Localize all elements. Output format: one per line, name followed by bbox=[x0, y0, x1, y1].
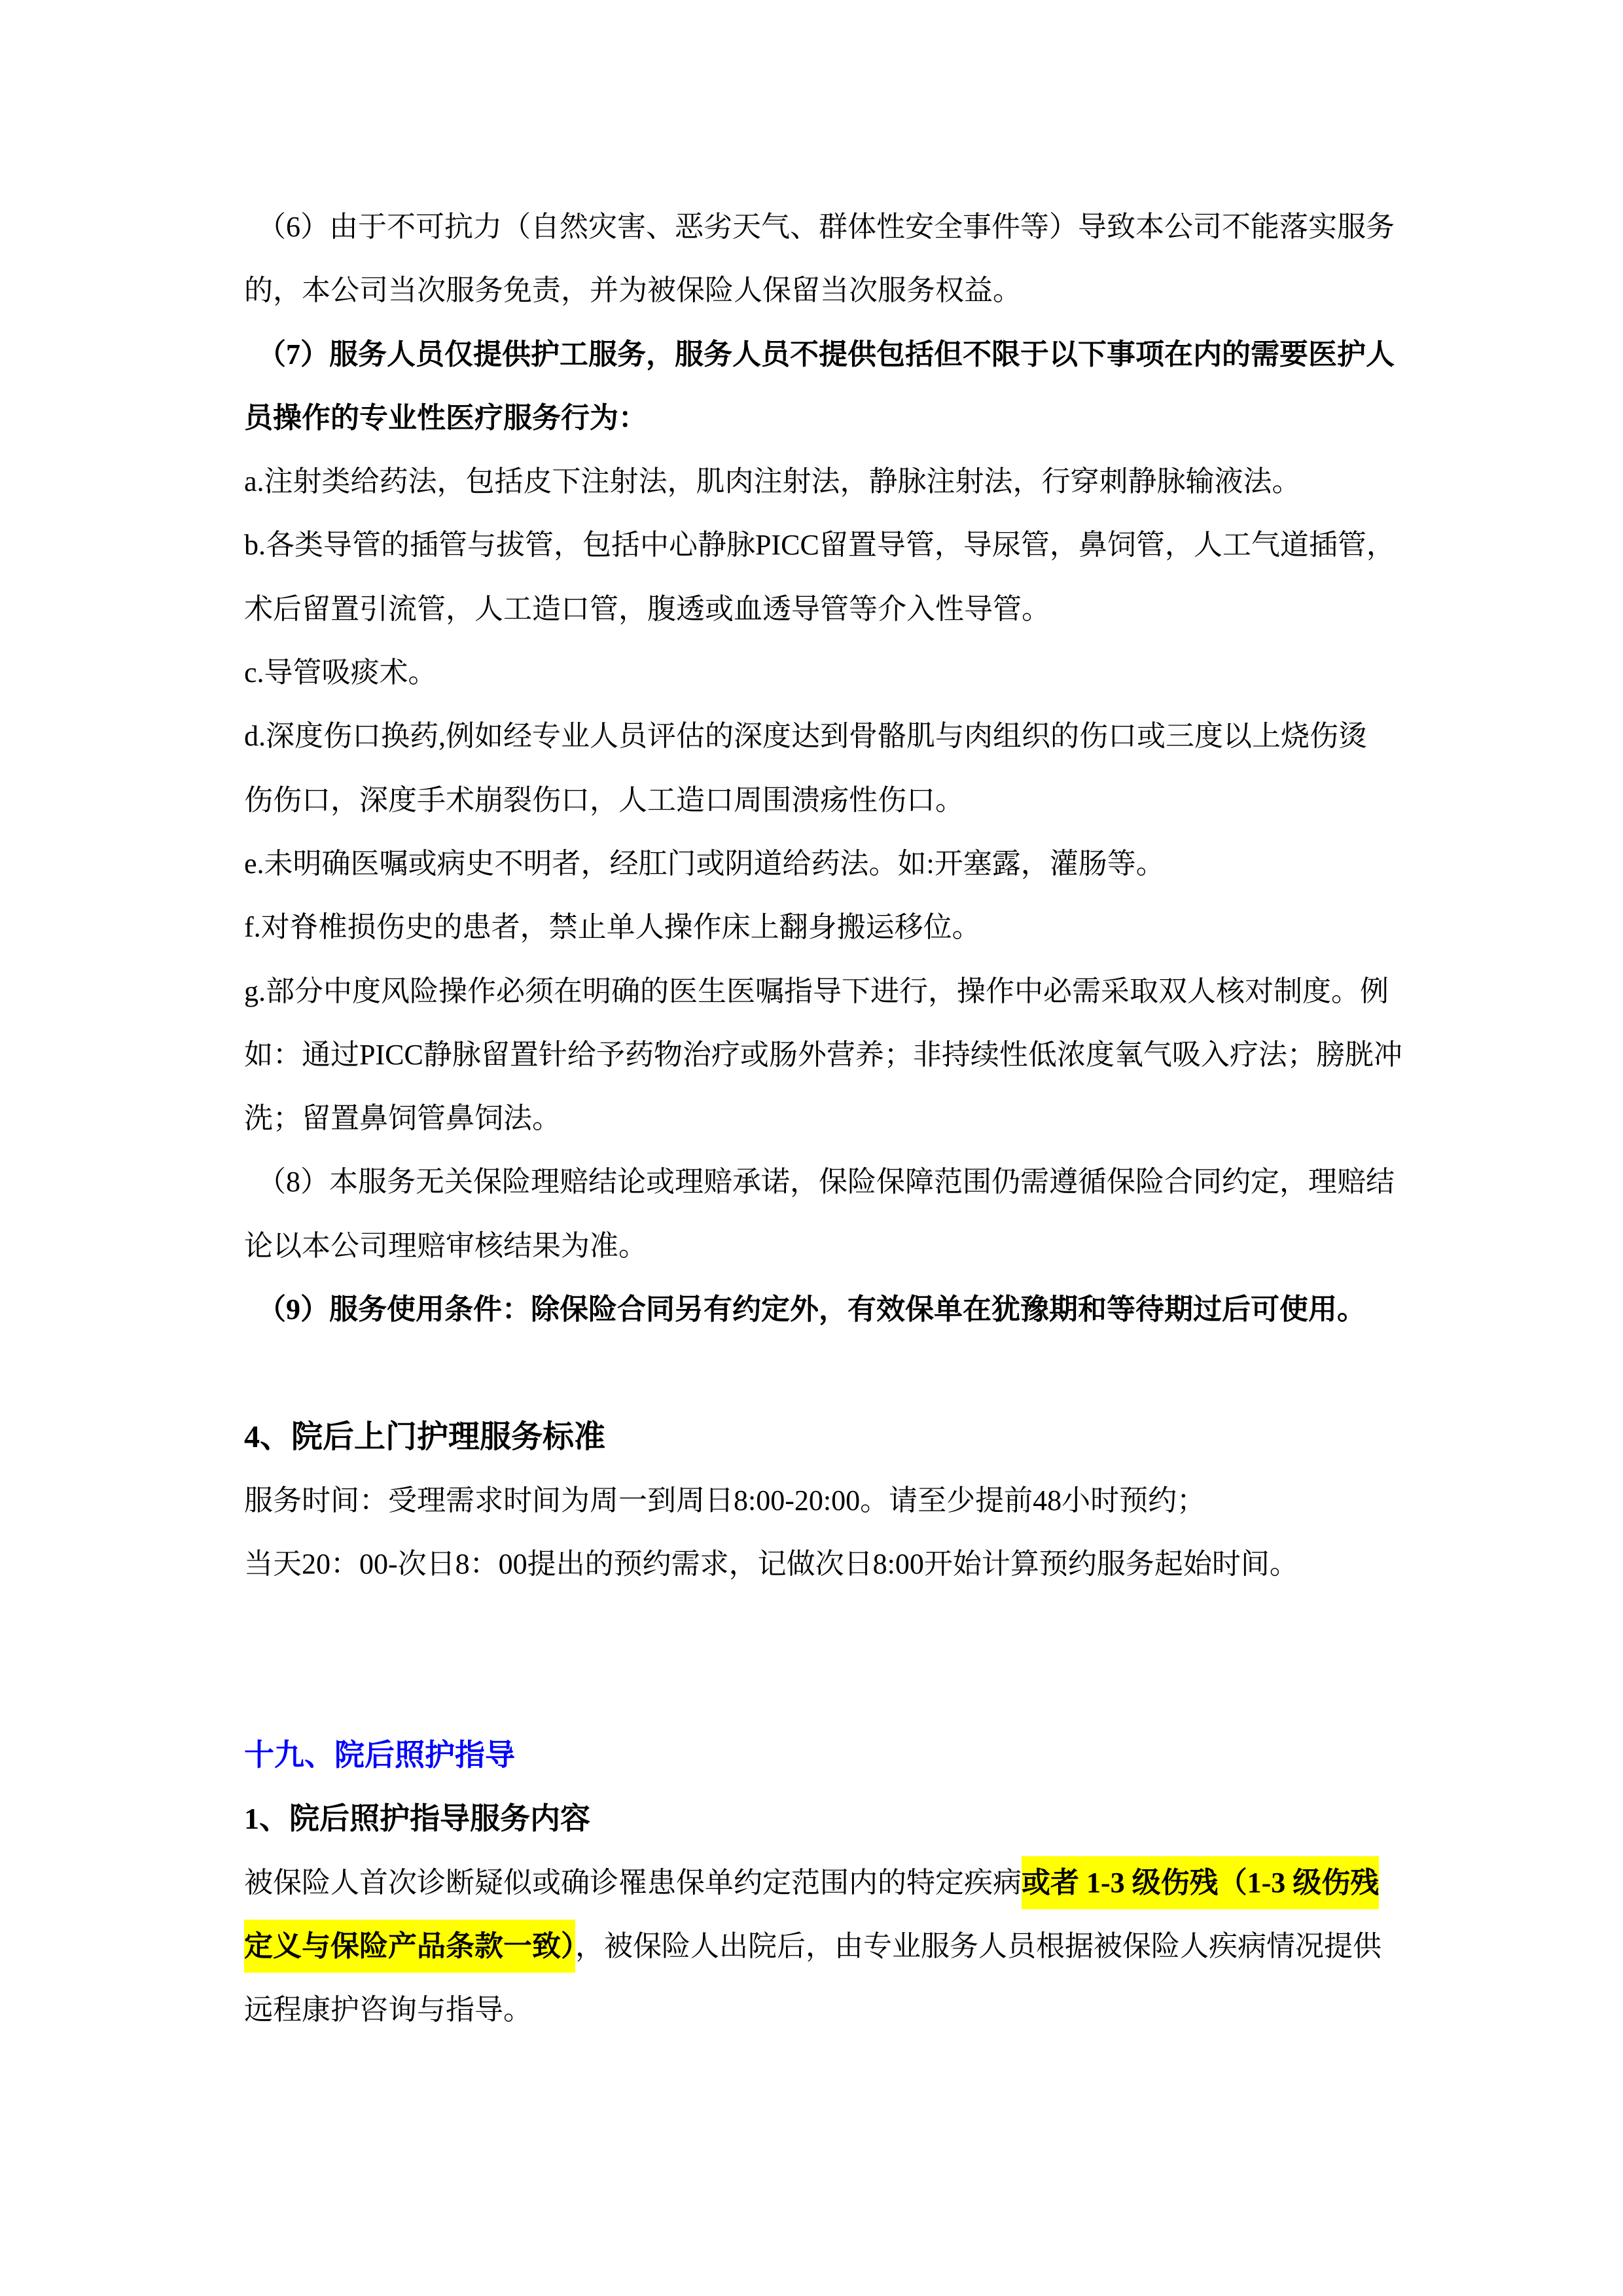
item-d-line-2: 伤伤口，深度手术崩裂伤口，人工造口周围溃疡性伤口。 bbox=[244, 783, 964, 816]
section-19-sub-1-title: 1、院后照护指导服务内容 bbox=[244, 1802, 590, 1836]
spacer-line bbox=[244, 1596, 1379, 1660]
item-b-line-2: 术后留置引流管，人工造口管，腹透或血透导管等介入性导管。 bbox=[244, 592, 1050, 625]
item-g-line-2: 如：通过PICC静脉留置针给予药物治疗或肠外营养；非持续性低浓度氧气吸入疗法；膀胱冲 bbox=[244, 1038, 1402, 1071]
para-text-normal: ，被保险人出院后，由专业服务人员根据被保险人疾病情况提供 bbox=[575, 1930, 1382, 1963]
item-d-line-1: d.深度伤口换药,例如经专业人员评估的深度达到骨骼肌与肉组织的伤口或三度以上烧伤烫 bbox=[244, 720, 1367, 753]
item-f: f.对脊椎损伤史的患者，禁止单人操作床上翻身搬运移位。 bbox=[244, 911, 981, 944]
section-4-service-time-line-2: 当天20：00-次日8：00提出的预约需求，记做次日8:00开始计算预约服务起始时间。 bbox=[244, 1548, 1298, 1581]
highlighted-text: 或者 1-3 级伤残（1-3 级伤残 bbox=[1022, 1856, 1379, 1909]
clause-7-line-1: （7）服务人员仅提供护工服务，服务人员不提供包括但不限于以下事项在内的需要医护人 bbox=[257, 338, 1395, 370]
clause-6-line-2: 的，本公司当次服务免责，并为被保险人保留当次服务权益。 bbox=[244, 274, 1022, 307]
item-b-line-1: b.各类导管的插管与拔管，包括中心静脉PICC留置导管，导尿管，鼻饲管，人工气道插管， bbox=[244, 529, 1395, 562]
clause-7-line-2: 员操作的专业性医疗服务行为： bbox=[244, 401, 647, 434]
spacer-line bbox=[244, 1341, 1379, 1405]
document-content bbox=[244, 195, 1402, 2042]
item-g-line-3: 洗；留置鼻饲管鼻饲法。 bbox=[244, 1102, 561, 1135]
section-4-service-time-line-1: 服务时间：受理需求时间为周一到周日8:00-20:00。请至少提前48小时预约； bbox=[244, 1484, 1206, 1516]
highlighted-text: 定义与保险产品条款一致） bbox=[244, 1920, 575, 1973]
section-19-title: 十九、院后照护指导 bbox=[244, 1738, 515, 1772]
clause-6-line-1: （6）由于不可抗力（自然灾害、恶劣天气、群体性安全事件等）导致本公司不能落实服务 bbox=[257, 211, 1395, 243]
item-a: a.注射类给药法，包括皮下注射法，肌肉注射法，静脉注射法，行穿刺静脉输液法。 bbox=[244, 465, 1301, 498]
clause-8-line-1: （8）本服务无关保险理赔结论或理赔承诺，保险保障范围仍需遵循保险合同约定，理赔结 bbox=[257, 1166, 1395, 1198]
section-4-title: 4、院后上门护理服务标准 bbox=[244, 1419, 606, 1454]
para-text-normal: 被保险人首次诊断疑似或确诊罹患保单约定范围内的特定疾病 bbox=[244, 1866, 1022, 1899]
item-g-line-1: g.部分中度风险操作必须在明确的医生医嘱指导下进行，操作中必需采取双人核对制度。例 bbox=[244, 975, 1389, 1007]
section-19-para-line-3: 远程康护咨询与指导。 bbox=[244, 1994, 532, 2026]
spacer-line bbox=[244, 1660, 1379, 1723]
clause-8-line-2: 论以本公司理赔审核结果为准。 bbox=[244, 1229, 647, 1262]
item-e: e.未明确医嘱或病史不明者，经肛门或阴道给药法。如:开塞露，灌肠等。 bbox=[244, 847, 1165, 880]
clause-9: （9）服务使用条件：除保险合同另有约定外，有效保单在犹豫期和等待期过后可使用。 bbox=[257, 1293, 1366, 1326]
item-c: c.导管吸痰术。 bbox=[244, 656, 437, 689]
section-19-para-line-2 bbox=[244, 1914, 1382, 1978]
section-19-para-line-1 bbox=[244, 1851, 1379, 1914]
